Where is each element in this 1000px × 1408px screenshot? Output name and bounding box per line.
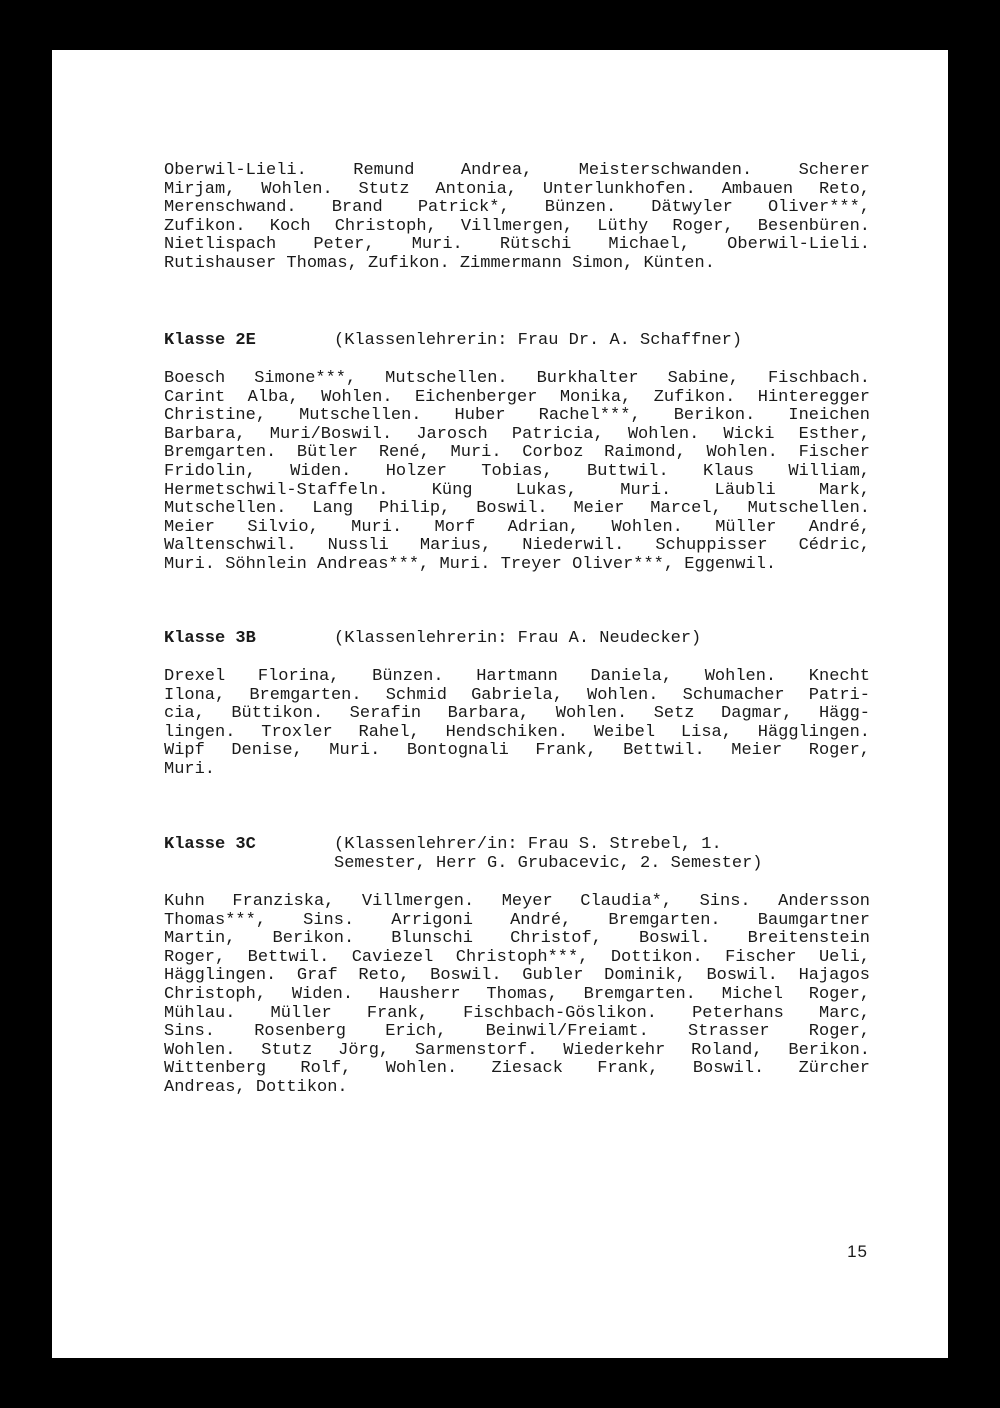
text-line: Rutishauser Thomas, Zufikon. Zimmermann Simon, Künten. [164, 253, 715, 273]
text-line: Ilona, Bremgarten. Schmid Gabriela, Wohlen. Schumacher Patri- [164, 685, 870, 705]
intro-paragraph [164, 162, 870, 274]
text-line: Zufikon. Koch Christoph, Villmergen, Lüthy Roger, Besenbüren. [164, 216, 870, 236]
text-line: Boesch Simone***, Mutschellen. Burkhalter Sabine, Fischbach. [164, 369, 870, 388]
text-line: Bremgarten. Bütler René, Muri. Corboz Raimond, Wohlen. Fischer [164, 443, 870, 463]
text-line: Christoph, Widen. Hausherr Thomas, Bremgarten. Michel Roger, [164, 984, 870, 1004]
text-line: Merenschwand. Brand Patrick*, Bünzen. Dätwyler Oliver***, [164, 198, 870, 218]
text-line: Wohlen. Stutz Jörg, Sarmenstorf. Wiederkehr Roland, Berikon. [164, 1040, 870, 1060]
text-line: Oberwil-Lieli. Remund Andrea, Meisterschwanden. Scherer [164, 161, 870, 180]
text-line: Drexel Florina, Bünzen. Hartmann Daniela, Wohlen. Knecht [164, 667, 870, 686]
class-title: Klasse 2E [164, 331, 256, 350]
document-page [52, 50, 948, 1358]
teacher-line: (Klassenlehrerin: Frau Dr. A. Schaffner) [334, 331, 743, 350]
teacher-line: (Klassenlehrer/in: Frau S. Strebel, 1. [334, 835, 722, 854]
class-list-2e [164, 370, 870, 575]
text-line: Wittenberg Rolf, Wohlen. Ziesack Frank, Boswil. Zürcher [164, 1059, 870, 1079]
text-line: Carint Alba, Wohlen. Eichenberger Monika, Zufikon. Hinteregger [164, 387, 870, 407]
text-line: Sins. Rosenberg Erich, Beinwil/Freiamt. Strasser Roger, [164, 1022, 870, 1042]
text-line: Mühlau. Müller Frank, Fischbach-Göslikon. Peterhans Marc, [164, 1003, 870, 1023]
teacher-line: (Klassenlehrerin: Frau A. Neudecker) [334, 629, 702, 648]
text-line: Roger, Bettwil. Caviezel Christoph***, Dottikon. Fischer Ueli, [164, 947, 870, 967]
class-list-3c [164, 893, 870, 1098]
text-line: Christine, Mutschellen. Huber Rachel***, Berikon. Ineichen [164, 406, 870, 426]
page-number: 15 [847, 1242, 868, 1261]
text-line: Waltenschwil. Nussli Marius, Niederwil. Schuppisser Cédric, [164, 536, 870, 556]
text-line: Barbara, Muri/Boswil. Jarosch Patricia, Wohlen. Wicki Esther, [164, 424, 870, 444]
text-line: cia, Büttikon. Serafin Barbara, Wohlen. Setz Dagmar, Hägg- [164, 704, 870, 724]
text-line: Nietlispach Peter, Muri. Rütschi Michael, Oberwil-Lieli. [164, 235, 870, 255]
text-line: Kuhn Franziska, Villmergen. Meyer Claudia*, Sins. Andersson [164, 892, 870, 911]
text-line: Meier Silvio, Muri. Morf Adrian, Wohlen. Müller André, [164, 517, 870, 537]
class-list-3b [164, 668, 870, 780]
text-line: Muri. [164, 759, 216, 779]
text-line: Hägglingen. Graf Reto, Boswil. Gubler Dominik, Boswil. Hajagos [164, 966, 870, 986]
teacher-line: Semester, Herr G. Grubacevic, 2. Semester) [334, 853, 763, 873]
text-line: Mutschellen. Lang Philip, Boswil. Meier Marcel, Mutschellen. [164, 499, 870, 519]
text-line: Fridolin, Widen. Holzer Tobias, Buttwil. Klaus William, [164, 461, 870, 481]
text-line: Muri. Söhnlein Andreas***, Muri. Treyer Oliver***, Eggenwil. [164, 554, 777, 574]
class-teacher [334, 630, 701, 649]
text-line: Martin, Berikon. Blunschi Christof, Boswil. Breitenstein [164, 929, 870, 949]
class-title: Klasse 3C [164, 835, 256, 854]
text-line: Thomas***, Sins. Arrigoni André, Bremgarten. Baumgartner [164, 910, 870, 930]
text-line: Andreas, Dottikon. [164, 1077, 348, 1097]
class-title: Klasse 3B [164, 629, 256, 648]
text-line: Hermetschwil-Staffeln. Küng Lukas, Muri. Läubli Mark, [164, 480, 870, 500]
text-line: lingen. Troxler Rahel, Hendschiken. Weibel Lisa, Hägglingen. [164, 722, 870, 742]
class-teacher [334, 332, 742, 351]
class-teacher [334, 836, 762, 873]
text-line: Mirjam, Wohlen. Stutz Antonia, Unterlunkhofen. Ambauen Reto, [164, 179, 870, 199]
text-line: Wipf Denise, Muri. Bontognali Frank, Bettwil. Meier Roger, [164, 741, 870, 761]
